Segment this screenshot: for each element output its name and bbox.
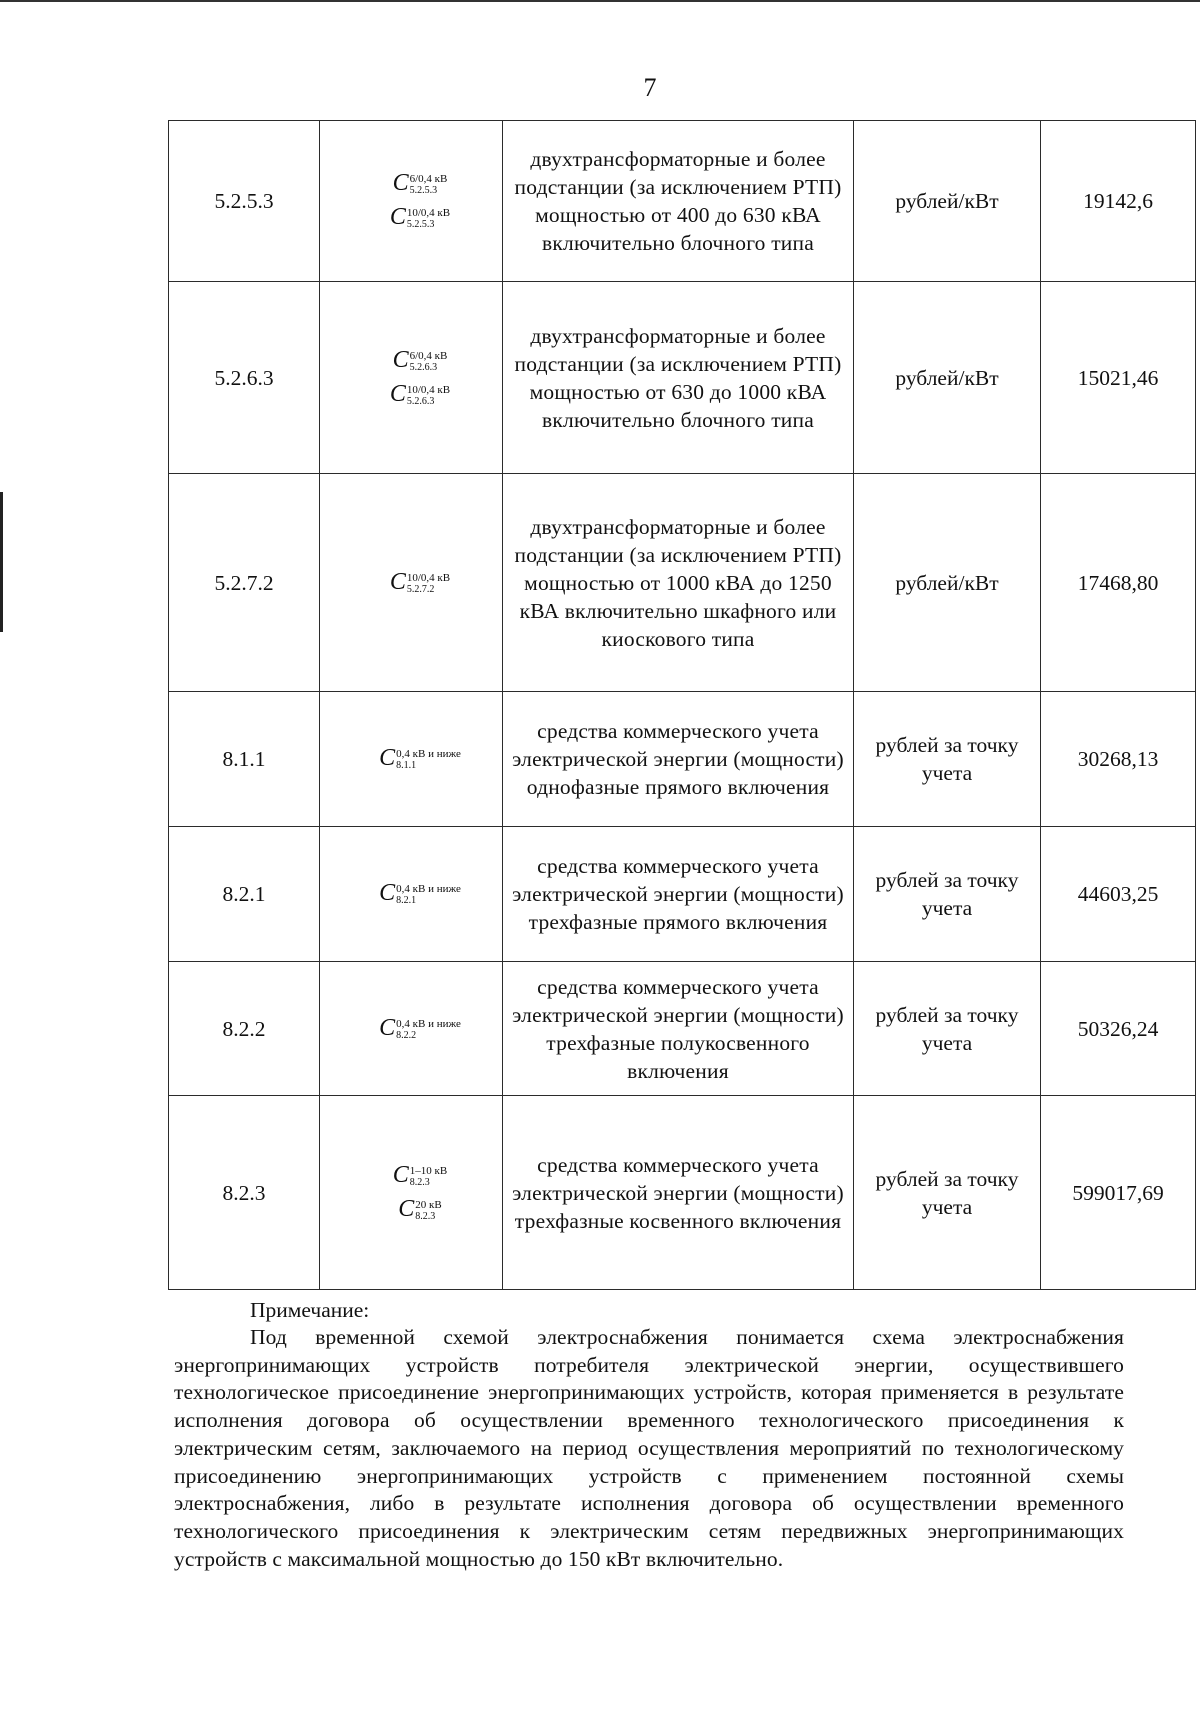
- rate-symbol-cell: [320, 1096, 503, 1290]
- rate-symbol: C 10/0,4 кВ 5.2.6.3: [389, 380, 451, 407]
- note-title: Примечание:: [250, 1298, 370, 1322]
- row-value: 50326,24: [1041, 962, 1196, 1096]
- row-unit: рублей за точку учета: [854, 1096, 1041, 1290]
- rate-symbol-cell: [320, 827, 503, 962]
- table-row: [169, 692, 1196, 827]
- rate-symbol-cell: [320, 282, 503, 474]
- row-description: средства коммерческого учета электрической энергии (мощности) трехфазные косвенного включения: [503, 1096, 854, 1290]
- row-value: 19142,6: [1041, 121, 1196, 282]
- row-description: двухтрансформаторные и более подстанции (за исключением РТП) мощностью от 400 до 630 кВА включительно блочного типа: [503, 121, 854, 282]
- row-description: двухтрансформаторные и более подстанции (за исключением РТП) мощностью от 630 до 1000 кВА включительно блочного типа: [503, 282, 854, 474]
- table-row: [169, 474, 1196, 692]
- row-unit: рублей за точку учета: [854, 827, 1041, 962]
- row-code: 8.1.1: [169, 692, 320, 827]
- rate-symbol: C 6/0,4 кВ 5.2.5.3: [392, 170, 448, 197]
- rate-symbol: C 10/0,4 кВ 5.2.7.2: [389, 568, 451, 595]
- row-unit: рублей/кВт: [854, 121, 1041, 282]
- row-code: 8.2.1: [169, 827, 320, 962]
- rate-symbol: C 6/0,4 кВ 5.2.6.3: [392, 346, 448, 373]
- row-code: 8.2.3: [169, 1096, 320, 1290]
- row-code: 5.2.7.2: [169, 474, 320, 692]
- table-row: [169, 962, 1196, 1096]
- rate-symbol-cell: [320, 121, 503, 282]
- row-code: 5.2.6.3: [169, 282, 320, 474]
- table-row: [169, 121, 1196, 282]
- row-code: 5.2.5.3: [169, 121, 320, 282]
- rate-symbol-cell: [320, 692, 503, 827]
- note-text: Под временной схемой электроснабжения понимается схема электроснабжения энергопринимающих устройств потребителя электрической энергии, осуществившего технологическое присоединение энергопринимающих устройств, которая применяется в результате исполнения договора об осуществлении временного технологического присоединения к электрическим сетям, заключаемого на период осуществления мероприятий по технологическому присоединению энергопринимающих устройств с применением постоянной схемы электроснабжения, либо в результате исполнения договора об осуществлении временного технологического присоединения к электрическим сетям передвижных энергопринимающих устройств с максимальной мощностью до 150 кВт включительно.: [174, 1325, 1124, 1571]
- row-unit: рублей за точку учета: [854, 962, 1041, 1096]
- table-row: [169, 282, 1196, 474]
- row-value: 17468,80: [1041, 474, 1196, 692]
- row-unit: рублей/кВт: [854, 282, 1041, 474]
- row-description: двухтрансформаторные и более подстанции (за исключением РТП) мощностью от 1000 кВА до 1250 кВА включительно шкафного или киоскового типа: [503, 474, 854, 692]
- row-unit: рублей за точку учета: [854, 692, 1041, 827]
- rate-symbol-cell: [320, 962, 503, 1096]
- row-code: 8.2.2: [169, 962, 320, 1096]
- row-value: 44603,25: [1041, 827, 1196, 962]
- row-value: 30268,13: [1041, 692, 1196, 827]
- page-number: 7: [643, 73, 657, 102]
- rate-symbol: C 1–10 кВ 8.2.3: [392, 1161, 448, 1188]
- rate-symbol: C 0,4 кВ и ниже 8.2.2: [379, 1014, 461, 1041]
- rate-symbol: C 10/0,4 кВ 5.2.5.3: [389, 204, 451, 231]
- tariff-table: [168, 120, 1196, 1290]
- scan-edge-mark: [0, 492, 3, 632]
- row-description: средства коммерческого учета электрической энергии (мощности) трехфазные прямого включения: [503, 827, 854, 962]
- row-description: средства коммерческого учета электрической энергии (мощности) однофазные прямого включения: [503, 692, 854, 827]
- table-row: [169, 827, 1196, 962]
- table-row: [169, 1096, 1196, 1290]
- row-value: 599017,69: [1041, 1096, 1196, 1290]
- top-border-line: [0, 0, 1200, 2]
- row-value: 15021,46: [1041, 282, 1196, 474]
- rate-symbol-cell: [320, 474, 503, 692]
- rate-symbol: C 20 кВ 8.2.3: [398, 1195, 442, 1222]
- rate-symbol: C 0,4 кВ и ниже 8.2.1: [379, 880, 461, 907]
- row-unit: рублей/кВт: [854, 474, 1041, 692]
- rate-symbol: C 0,4 кВ и ниже 8.1.1: [379, 745, 461, 772]
- row-description: средства коммерческого учета электрической энергии (мощности) трехфазные полукосвенного включения: [503, 962, 854, 1096]
